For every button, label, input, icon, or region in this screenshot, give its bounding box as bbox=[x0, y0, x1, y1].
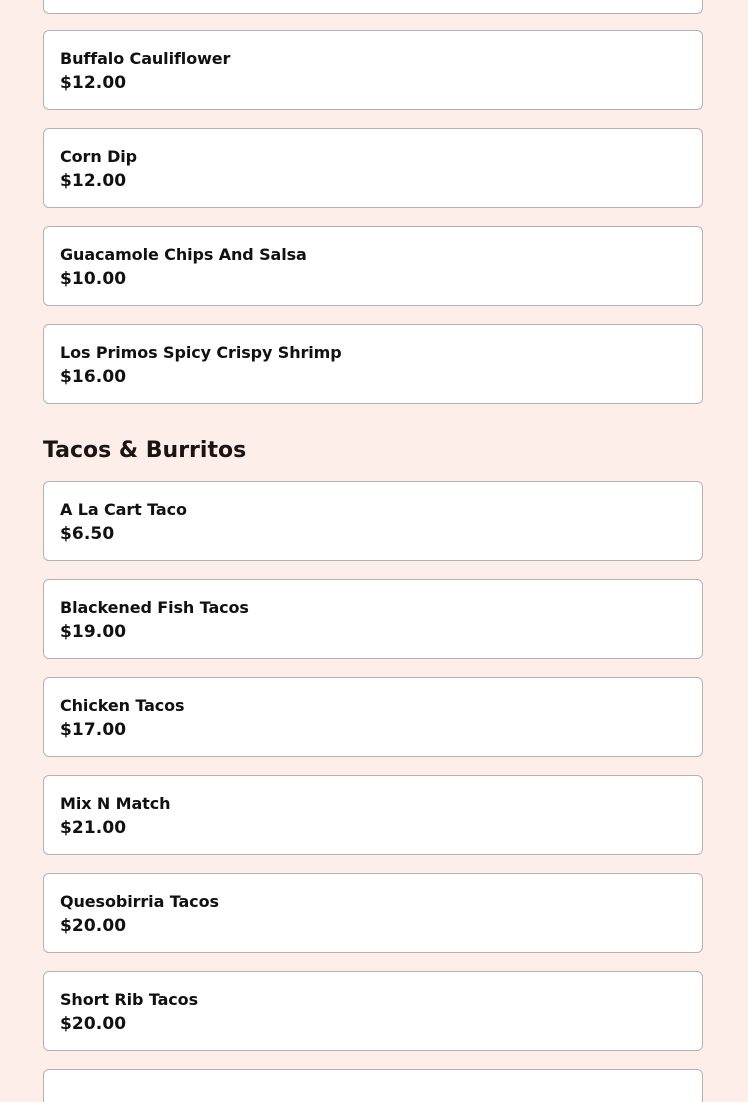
menu-item-name: Mix N Match bbox=[60, 794, 171, 813]
menu-item-price: $20.00 bbox=[60, 916, 127, 936]
menu-item-price: $6.50 bbox=[60, 524, 115, 544]
menu-item-card[interactable] bbox=[43, 775, 703, 855]
menu-item-name: Buffalo Cauliflower bbox=[60, 49, 231, 68]
menu-item-card-partial-top[interactable] bbox=[43, 0, 703, 14]
menu-item-card[interactable] bbox=[43, 677, 703, 757]
menu-item-name: Los Primos Spicy Crispy Shrimp bbox=[60, 343, 342, 362]
menu-item-price: $19.00 bbox=[60, 622, 127, 642]
menu-item-price: $21.00 bbox=[60, 818, 127, 838]
menu-item-name: Guacamole Chips And Salsa bbox=[60, 245, 307, 264]
menu-item-price: $10.00 bbox=[60, 269, 127, 289]
menu-item-card[interactable] bbox=[43, 30, 703, 110]
menu-item-card[interactable] bbox=[43, 226, 703, 306]
menu-item-name: Blackened Fish Tacos bbox=[60, 598, 249, 617]
menu-item-name: A La Cart Taco bbox=[60, 500, 187, 519]
menu-item-card[interactable] bbox=[43, 873, 703, 953]
menu-item-card-partial-bottom[interactable] bbox=[43, 1069, 703, 1102]
menu-item-name: Chicken Tacos bbox=[60, 696, 185, 715]
section-title-tacos-burritos: Tacos & Burritos bbox=[43, 438, 247, 463]
menu-item-price: $17.00 bbox=[60, 720, 127, 740]
menu-item-name: Quesobirria Tacos bbox=[60, 892, 219, 911]
menu-item-card[interactable] bbox=[43, 324, 703, 404]
menu-item-price: $16.00 bbox=[60, 367, 127, 387]
menu-item-card[interactable] bbox=[43, 971, 703, 1051]
menu-item-name: Corn Dip bbox=[60, 147, 138, 166]
menu-item-card[interactable] bbox=[43, 579, 703, 659]
menu-item-card[interactable] bbox=[43, 481, 703, 561]
menu-item-price: $20.00 bbox=[60, 1014, 127, 1034]
menu-item-price: $12.00 bbox=[60, 171, 127, 191]
menu-item-card[interactable] bbox=[43, 128, 703, 208]
menu-item-price: $12.00 bbox=[60, 73, 127, 93]
menu-item-name: Short Rib Tacos bbox=[60, 990, 198, 1009]
